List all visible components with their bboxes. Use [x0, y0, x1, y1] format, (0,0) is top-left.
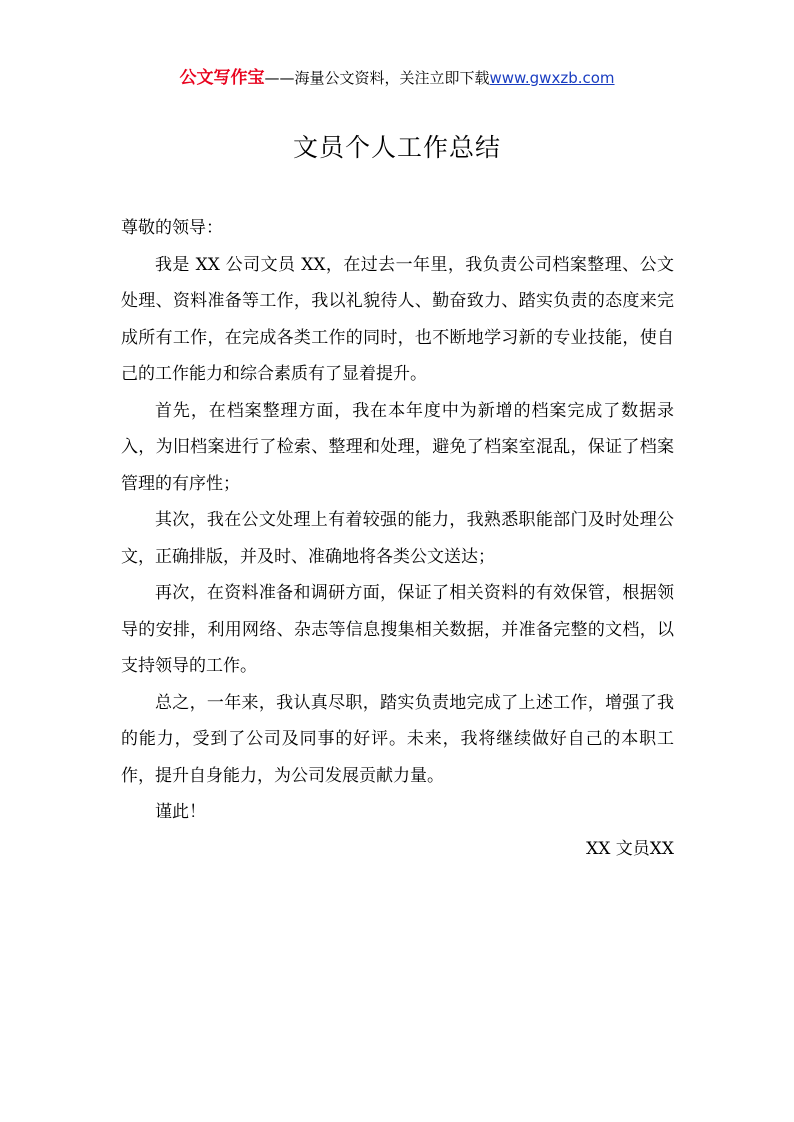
salutation: 尊敬的领导： — [121, 218, 223, 238]
brand-name: 公文写作宝 — [179, 68, 265, 88]
website-link[interactable]: www.gwxzb.com — [489, 69, 615, 87]
document-body — [121, 210, 674, 867]
body-paragraph-summary: 总之，一年来，我认真尽职，踏实负责地完成了上述工作，增强了我的能力，受到了公司及同事的好评。未来，我将继续做好自己的本职工作，提升自身能力，为公司发展贡献力量。 — [121, 692, 674, 786]
body-paragraph-materials: 再次，在资料准备和调研方面，保证了相关资料的有效保管，根据领导的安排，利用网络、杂志等信息搜集相关数据，并准备完整的文档，以支持领导的工作。 — [121, 583, 674, 676]
closing-remark: 谨此！ — [155, 802, 206, 822]
body-paragraph-archives: 首先，在档案整理方面，我在本年度中为新增的档案完成了数据录入，为旧档案进行了检索、整理和处理，避免了档案室混乱，保证了档案管理的有序性； — [121, 400, 674, 494]
page-header — [0, 66, 794, 90]
header-tagline: ——海量公文资料，关注立即下载 — [264, 69, 490, 87]
body-paragraph-documents: 其次，我在公文处理上有着较强的能力，我熟悉职能部门及时处理公文，正确排版，并及时、准确地将各类公文送达； — [121, 510, 674, 567]
signature: XX 文员XX — [586, 838, 674, 859]
body-paragraph-intro: 我是 XX 公司文员 XX，在过去一年里，我负责公司档案整理、公文处理、资料准备等工作，我以礼貌待人、勤奋致力、踏实负责的态度来完成所有工作，在完成各类工作的同时，也不断地学习新的专业技能，使自己的工作能力和综合素质有了显着提升。 — [121, 254, 674, 384]
document-title: 文员个人工作总结 — [292, 133, 501, 162]
